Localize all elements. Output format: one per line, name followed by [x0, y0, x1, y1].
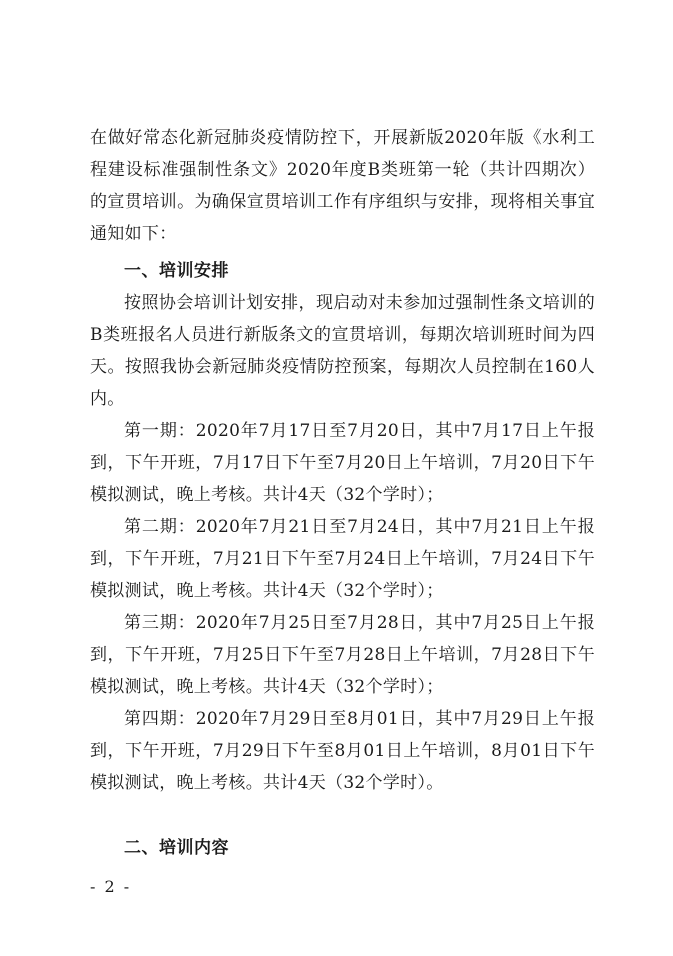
section-1-heading: 一、培训安排 — [124, 261, 229, 281]
section-1-paragraph-session-3: 第三期：2020年7月25日至7月28日，其中7月25日上午报到，下午开班，7月25日下午至7月28日上午培训，7月28日下午模拟测试，晚上考核。共计4天（32个学时）； — [90, 613, 595, 697]
intro-paragraph: 在做好常态化新冠肺炎疫情防控下，开展新版2020年版《水利工程建设标准强制性条文》2020年度B类班第一轮（共计四期次）的宣贯培训。为确保宣贯培训工作有序组织与安排，现将相关事宜通知如下： — [90, 128, 595, 244]
section-1-paragraph-session-4: 第四期：2020年7月29日至8月01日，其中7月29日上午报到，下午开班，7月29日下午至8月01日上午培训，8月01日下午模拟测试，晚上考核。共计4天（32个学时）。 — [90, 709, 595, 793]
page-number: - 2 - — [90, 877, 132, 896]
section-1-paragraph-session-2: 第二期：2020年7月21日至7月24日，其中7月21日上午报到，下午开班，7月21日下午至7月24日上午培训，7月24日下午模拟测试，晚上考核。共计4天（32个学时）； — [90, 517, 595, 601]
section-1-paragraph-session-1: 第一期：2020年7月17日至7月20日，其中7月17日上午报到，下午开班，7月17日下午至7月20日上午培训，7月20日下午模拟测试，晚上考核。共计4天（32个学时）； — [90, 421, 595, 505]
section-1-body — [90, 287, 595, 799]
document-body — [90, 122, 595, 250]
section-1-paragraph-arrangement: 按照协会培训计划安排，现启动对未参加过强制性条文培训的B类班报名人员进行新版条文的宣贯培训，每期次培训班时间为四天。按照我协会新冠肺炎疫情防控预案，每期次人员控制在160人内。 — [90, 293, 595, 409]
section-2-heading: 二、培训内容 — [124, 838, 229, 858]
